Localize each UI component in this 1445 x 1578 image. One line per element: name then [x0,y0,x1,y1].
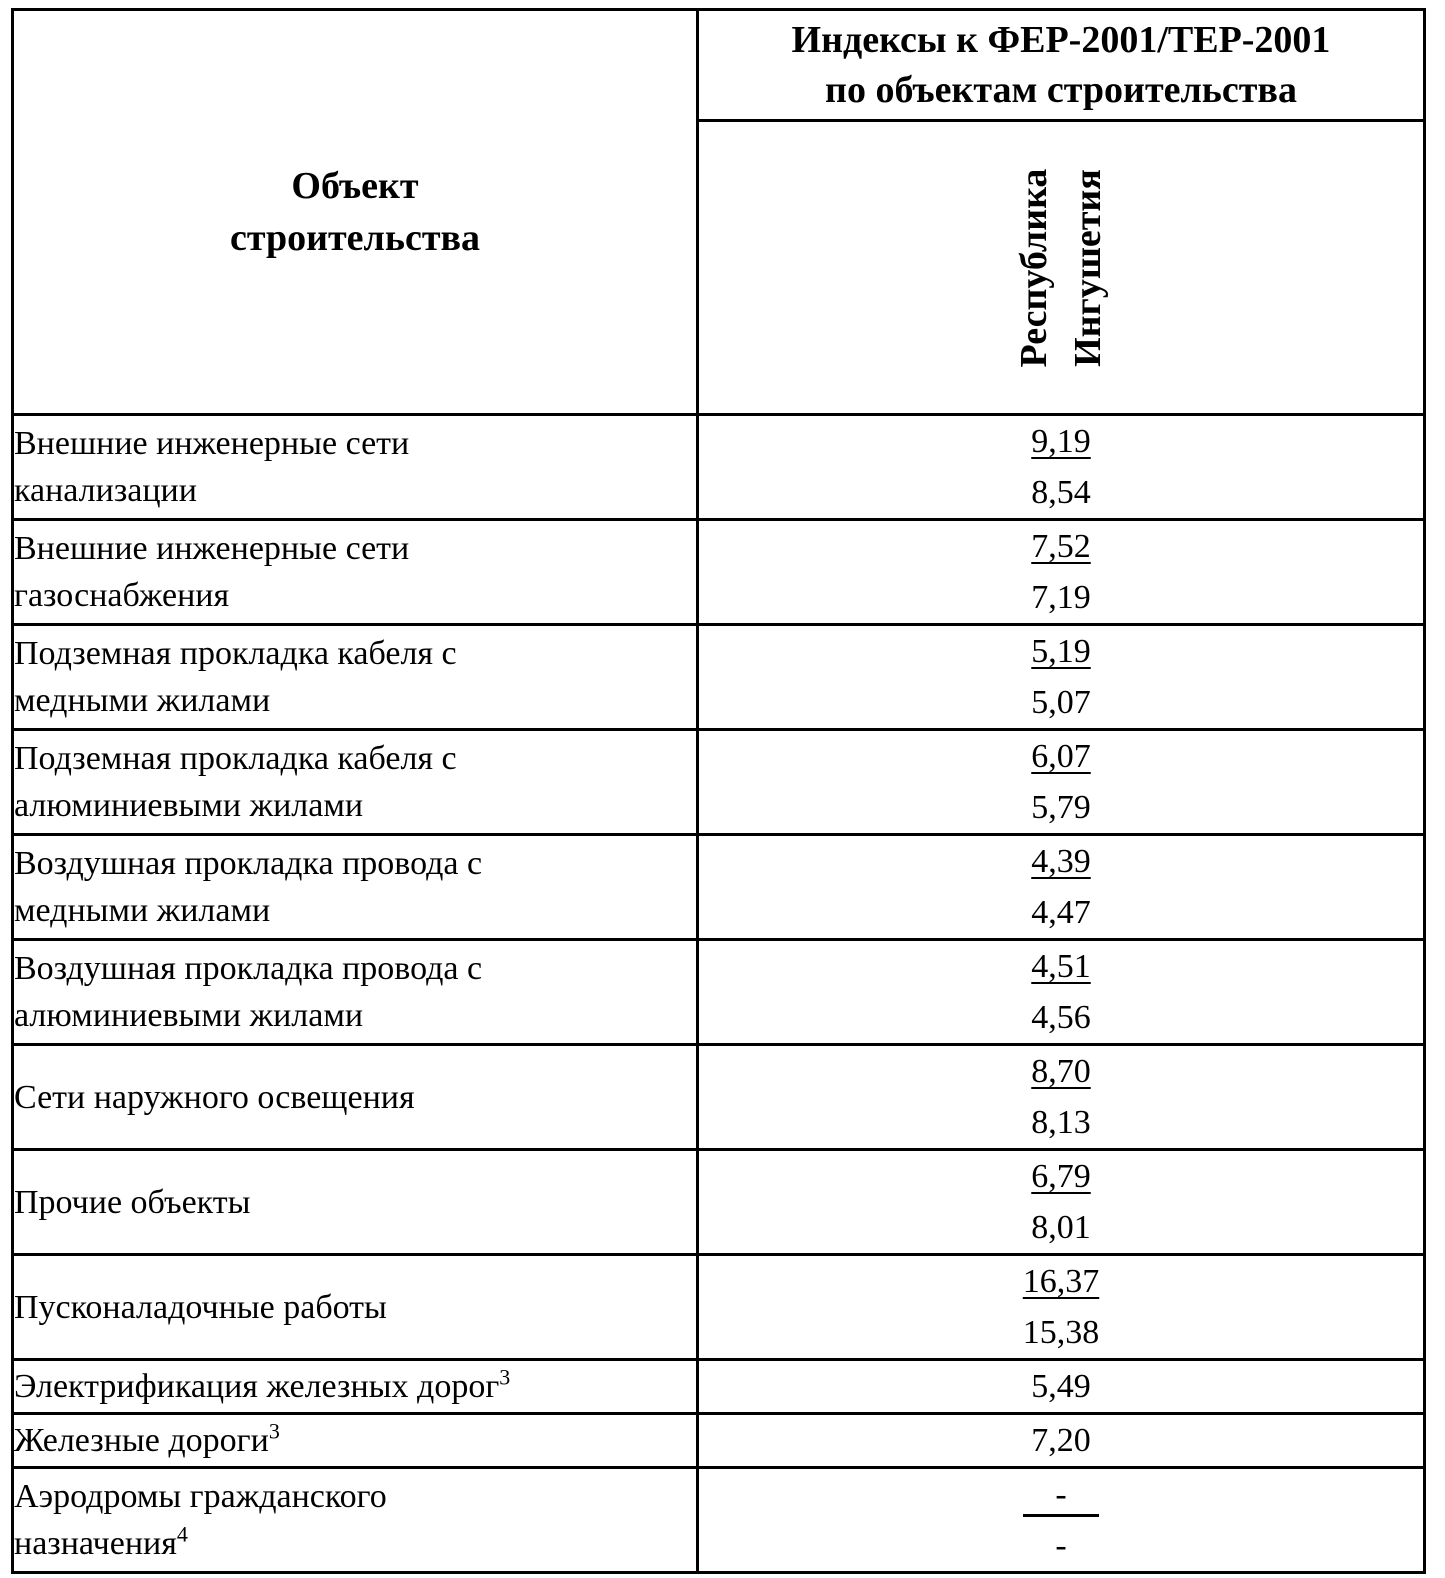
header-object-line1: Объект [291,165,419,207]
row-value-top: 7,52 [1031,528,1091,565]
row-value-top: 16,37 [1022,1263,1100,1300]
header-index [698,10,1425,121]
row-name: Железные дороги [14,1422,269,1459]
table-row [13,415,1425,520]
row-name-line1: Подземная прокладка кабеля с [14,635,457,672]
row-value-bottom: 5,79 [1031,789,1091,826]
row-value-bottom: 8,01 [1031,1209,1091,1246]
row-value-bottom: 15,38 [1022,1314,1100,1351]
row-name-line1: Подземная прокладка кабеля с [14,740,457,777]
row-value-bottom: 4,47 [1031,894,1091,931]
header-index-line1: Индексы к ФЕР-2001/ТЕР-2001 [791,19,1331,61]
table-row [13,1414,1425,1468]
row-value-bottom: 5,07 [1031,684,1091,721]
row-value-bottom: - [1055,1527,1067,1564]
table-row [13,1255,1425,1360]
row-name-line1: Внешние инженерные сети [14,425,410,462]
row-value-bottom: 4,56 [1031,999,1091,1036]
row-value-bottom: 7,19 [1031,579,1091,616]
table-row [13,940,1425,1045]
row-value-bottom: 8,13 [1031,1104,1091,1141]
row-name-line1: Внешние инженерные сети [14,530,410,567]
row-name: Сети наружного освещения [14,1078,415,1116]
row-name-line1: Воздушная прокладка провода с [14,950,483,987]
table-row [13,1360,1425,1414]
header-region-line2: Ингушетия [1067,168,1109,367]
table-row [13,1045,1425,1150]
row-value: 5,49 [1031,1368,1091,1405]
row-value: 7,20 [1031,1422,1091,1459]
table-row [13,1468,1425,1573]
row-value-top: 4,39 [1031,843,1091,880]
row-name-line1: Воздушная прокладка провода с [14,845,483,882]
row-value-top: 8,70 [1031,1053,1091,1090]
table-row [13,1150,1425,1255]
row-name: Пусконаладочные работы [14,1288,387,1326]
row-value-top: - [1023,1476,1099,1517]
row-value-top: 5,19 [1031,633,1091,670]
row-value-top: 9,19 [1031,423,1091,460]
table-row [13,835,1425,940]
row-value-top: 4,51 [1031,948,1091,985]
footnote-mark: 3 [268,1418,280,1444]
row-name-line2: алюминиевыми жилами [14,787,364,824]
header-object [13,10,698,415]
row-value-top: 6,79 [1031,1158,1091,1195]
row-name: Прочие объекты [14,1183,251,1221]
table-row [13,520,1425,625]
row-name: Электрификация железных дорог [14,1368,500,1405]
row-value-bottom: 8,54 [1031,474,1091,511]
row-name-line2: алюминиевыми жилами [14,997,364,1034]
row-name-line2: газоснабжения [14,577,230,614]
row-name-line2: назначения [14,1525,177,1562]
index-table [11,8,1426,1574]
row-name-line2: медными жилами [14,682,271,719]
header-object-line2: строительства [229,217,481,259]
row-name-line2: медными жилами [14,892,271,929]
header-region-line1: Республика [1013,168,1055,367]
table-row [13,730,1425,835]
footnote-mark: 3 [499,1364,511,1390]
table-row [13,625,1425,730]
row-name-line1: Аэродромы гражданского [14,1478,387,1515]
row-name-line2: канализации [14,472,197,509]
footnote-mark: 4 [176,1521,188,1547]
header-index-line2: по объектам строительства [825,69,1297,111]
header-region [698,121,1425,415]
row-value-top: 6,07 [1031,738,1091,775]
